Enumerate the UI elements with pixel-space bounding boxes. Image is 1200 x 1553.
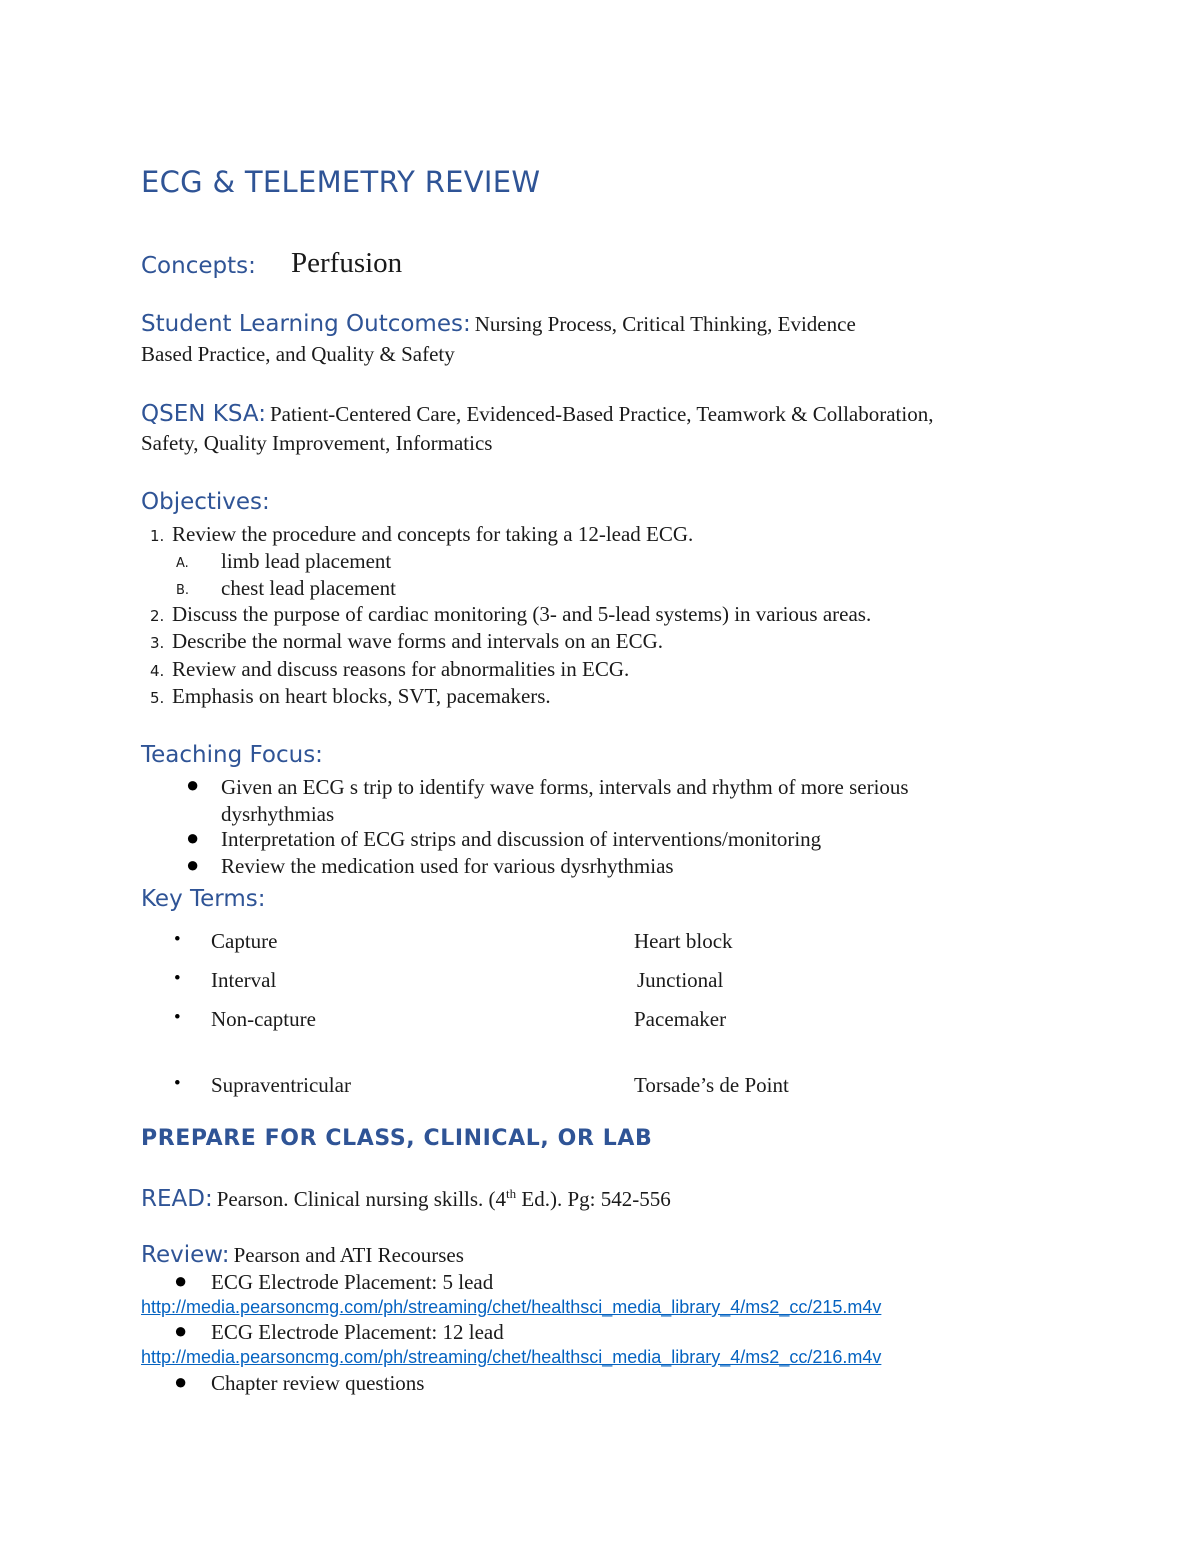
slo-label: Student Learning Outcomes: <box>141 311 471 337</box>
key-terms-heading: Key Terms: <box>141 886 266 912</box>
read-text <box>217 1187 671 1211</box>
read-superscript: th <box>506 1186 517 1201</box>
concepts-value: Perfusion <box>291 247 403 279</box>
slo-text-2: Based Practice, and Quality & Safety <box>141 342 455 366</box>
read-text-end: Ed.). Pg: 542-556 <box>516 1187 671 1211</box>
teaching-item: Interpretation of ECG strips and discussion of interventions/monitoring <box>221 827 822 851</box>
bullet-icon: • <box>174 1073 181 1094</box>
key-term: Supraventricular <box>211 1073 351 1097</box>
objective-subtext: chest lead placement <box>221 576 396 600</box>
review-label: Review: <box>141 1242 230 1268</box>
teaching-focus-heading: Teaching Focus: <box>141 742 323 768</box>
teaching-item: Given an ECG s trip to identify wave forms, intervals and rhythm of more serious <box>221 775 909 799</box>
video-link-5-lead[interactable]: http://media.pearsoncmg.com/ph/streaming/chet/healthsci_media_library_4/ms2_cc/215.m4v <box>141 1297 882 1317</box>
review-item: ECG Electrode Placement: 12 lead <box>211 1320 504 1344</box>
bullet-icon: ● <box>186 772 200 797</box>
objective-text: Review and discuss reasons for abnormalities in ECG. <box>172 657 630 681</box>
objective-number: 1. <box>150 527 165 545</box>
bullet-icon: ● <box>174 1318 188 1343</box>
objective-text: Review the procedure and concepts for taking a 12-lead ECG. <box>172 522 694 546</box>
objective-subletter: B. <box>176 583 190 598</box>
objectives-heading: Objectives: <box>141 489 270 515</box>
key-term: Junctional <box>637 968 724 992</box>
objective-number: 5. <box>150 689 165 707</box>
key-term: Torsade’s de Point <box>634 1073 789 1097</box>
qsen-text-1: Patient-Centered Care, Evidenced-Based Practice, Teamwork & Collaboration, <box>269 402 934 426</box>
slo-line-1 <box>141 311 856 337</box>
read-text-main: Pearson. Clinical nursing skills. (4 <box>216 1187 507 1211</box>
objective-text: Discuss the purpose of cardiac monitoring (3- and 5-lead systems) in various areas. <box>172 602 872 626</box>
objective-number: 3. <box>150 634 165 652</box>
teaching-item: Review the medication used for various dysrhythmias <box>221 854 674 878</box>
key-term: Non-capture <box>211 1007 316 1031</box>
concepts-label: Concepts: <box>141 253 256 279</box>
objective-text: Describe the normal wave forms and intervals on an ECG. <box>172 629 664 653</box>
bullet-icon: • <box>174 929 181 950</box>
read-label: READ: <box>141 1186 213 1212</box>
objective-subletter: A. <box>176 556 189 571</box>
slo-text-1: Nursing Process, Critical Thinking, Evidence <box>474 312 856 336</box>
objective-text: Emphasis on heart blocks, SVT, pacemakers. <box>172 684 551 708</box>
bullet-icon: • <box>174 1007 181 1028</box>
objective-number: 4. <box>150 662 165 680</box>
review-line <box>141 1242 464 1268</box>
bullet-icon: • <box>174 968 181 989</box>
key-term: Pacemaker <box>634 1007 727 1031</box>
objective-number: 2. <box>150 607 165 625</box>
key-term: Heart block <box>634 929 733 953</box>
key-term: Capture <box>211 929 278 953</box>
read-line <box>141 1186 671 1212</box>
video-link-12-lead[interactable]: http://media.pearsoncmg.com/ph/streaming/chet/healthsci_media_library_4/ms2_cc/216.m4v <box>141 1347 882 1367</box>
qsen-line-1 <box>141 401 933 427</box>
objective-subtext: limb lead placement <box>221 549 392 573</box>
qsen-label: QSEN KSA: <box>141 401 266 427</box>
page-title: ECG & TELEMETRY REVIEW <box>141 165 541 199</box>
prepare-heading: PREPARE FOR CLASS, CLINICAL, OR LAB <box>141 1126 653 1151</box>
bullet-icon: ● <box>174 1369 188 1394</box>
bullet-icon: ● <box>186 825 200 850</box>
bullet-icon: ● <box>174 1268 188 1293</box>
review-item: Chapter review questions <box>211 1371 425 1395</box>
review-item: ECG Electrode Placement: 5 lead <box>211 1270 494 1294</box>
review-text: Pearson and ATI Recourses <box>233 1243 464 1267</box>
bullet-icon: ● <box>186 852 200 877</box>
key-term: Interval <box>211 968 277 992</box>
teaching-item-continuation: dysrhythmias <box>221 802 335 826</box>
qsen-text-2: Safety, Quality Improvement, Informatics <box>141 431 493 455</box>
